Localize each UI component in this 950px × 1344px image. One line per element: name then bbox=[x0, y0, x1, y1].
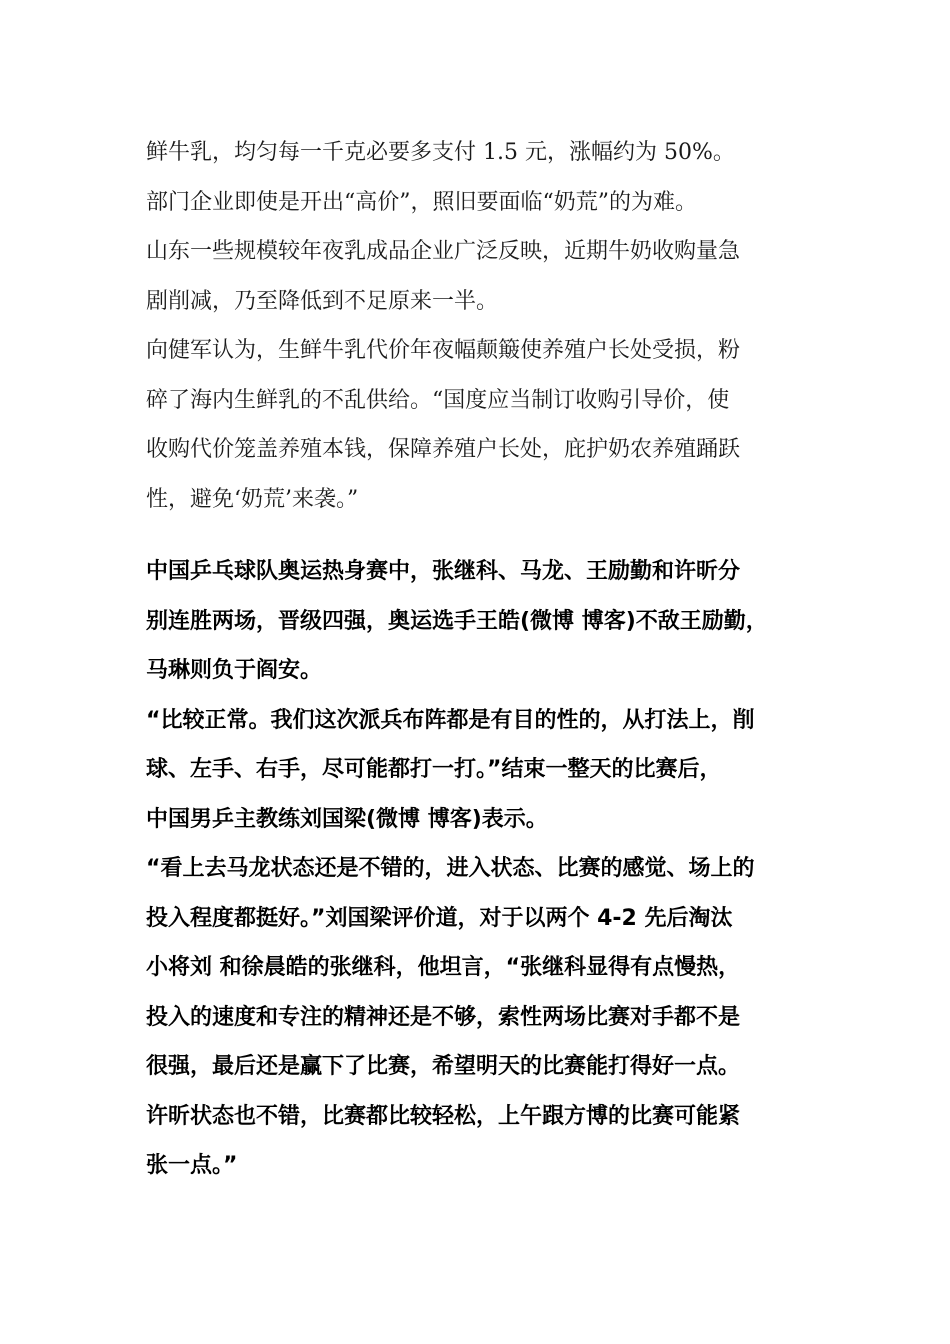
paragraph bbox=[146, 326, 814, 524]
text-line: 马琳则负于阎安。 bbox=[146, 658, 323, 683]
text-line: 部门企业即使是开出“高价”，照旧要面临“奶荒”的为难。 bbox=[146, 189, 697, 215]
paragraph bbox=[146, 227, 814, 326]
text-line: 中国乒乓球队奥运热身赛中，张继科、马龙、王励勤和许昕分 bbox=[146, 559, 741, 584]
text-line: 张一点。” bbox=[146, 1153, 238, 1178]
text-line: “看上去马龙状态还是不错的，进入状态、比赛的感觉、场上的 bbox=[146, 856, 755, 881]
paragraph bbox=[146, 547, 814, 696]
paragraph bbox=[146, 844, 814, 1191]
milk-article-section bbox=[146, 128, 814, 524]
text-line: 向健军认为，生鲜牛乳代价年夜幅颠簸使养殖户长处受损，粉 bbox=[146, 338, 741, 363]
text-line: 投入的速度和专注的精神还是不够，索性两场比赛对手都不是 bbox=[146, 1004, 741, 1030]
text-line: 性，避免‘奶荒’来袭。” bbox=[146, 486, 359, 512]
text-line: 鲜牛乳，均匀每一千克必要多支付 1.5 元，涨幅约为 50%。 bbox=[146, 140, 735, 165]
text-line: 别连胜两场，晋级四强，奥运选手王皓(微博 博客)不敌王励勤， bbox=[146, 608, 768, 634]
text-line: 球、左手、右手，尽可能都打一打。”结束一整天的比赛后， bbox=[146, 757, 722, 782]
paragraph bbox=[146, 696, 814, 845]
text-line: 投入程度都挺好。”刘国梁评价道，对于以两个 4-2 先后淘汰 bbox=[146, 905, 733, 931]
text-line: “比较正常。我们这次派兵布阵都是有目的性的，从打法上，削 bbox=[146, 707, 755, 733]
text-line: 小将刘 和徐晨皓的张继科，他坦言，“张继科显得有点慢热， bbox=[146, 955, 741, 980]
text-line: 碎了海内生鲜乳的不乱供给。“国度应当制订收购引导价，使 bbox=[146, 387, 730, 413]
paragraph bbox=[146, 178, 814, 228]
text-line: 很强，最后还是赢下了比赛，希望明天的比赛能打得好一点。 bbox=[146, 1054, 741, 1079]
document-body bbox=[146, 128, 814, 1191]
paragraph bbox=[146, 128, 814, 178]
text-line: 许昕状态也不错，比赛都比较轻松，上午跟方博的比赛可能紧 bbox=[146, 1103, 741, 1129]
text-line: 中国男乒主教练刘国梁(微博 博客)表示。 bbox=[146, 806, 548, 832]
text-line: 山东一些规模较年夜乳成品企业广泛反映，近期牛奶收购量急 bbox=[146, 239, 741, 264]
text-line: 收购代价笼盖养殖本钱，保障养殖户长处，庇护奶农养殖踊跃 bbox=[146, 437, 741, 462]
table-tennis-article-section bbox=[146, 547, 814, 1191]
text-line: 剧削减，乃至降低到不足原来一半。 bbox=[146, 288, 499, 314]
